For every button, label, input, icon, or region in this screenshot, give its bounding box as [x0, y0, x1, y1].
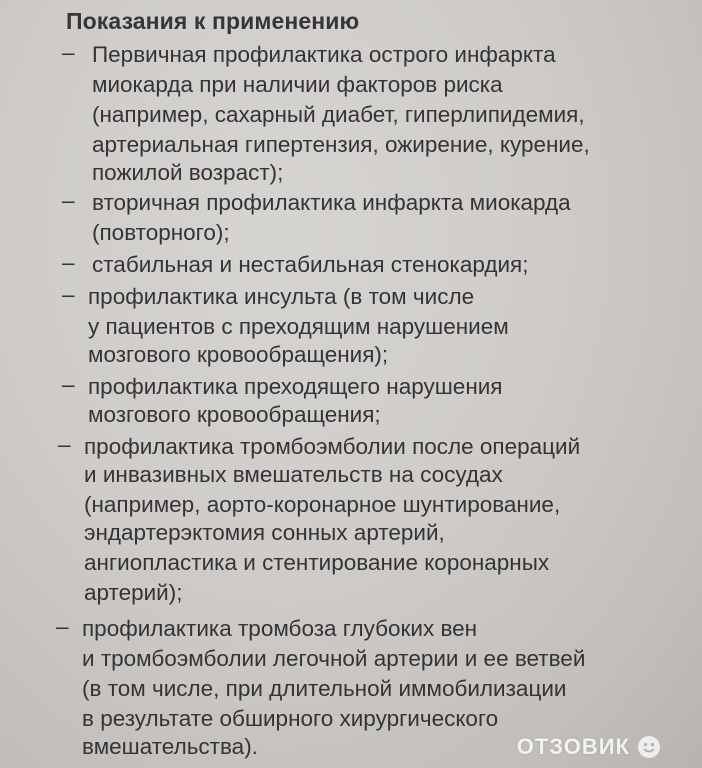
watermark-text: ОТЗОВИК	[516, 734, 630, 759]
list-dash: –	[62, 250, 75, 275]
list-line: артериальная гипертензия, ожирение, курение,	[92, 132, 590, 157]
section-heading: Показания к применению	[66, 8, 360, 34]
list-dash: –	[56, 614, 69, 639]
list-line: (повторного);	[92, 220, 230, 245]
list-dash: –	[62, 188, 75, 213]
list-line: пожилой возраст);	[92, 160, 284, 185]
list-line: (например, сахарный диабет, гиперлипидемия,	[92, 102, 585, 127]
list-line: в результате обширного хирургического	[82, 706, 499, 731]
list-line: эндартерэктомия сонных артерий,	[84, 520, 445, 545]
list-line: у пациентов с преходящим нарушением	[88, 314, 509, 339]
watermark-logo	[517, 734, 662, 760]
list-line: Первичная профилактика острого инфаркта	[92, 42, 556, 67]
list-line: артерий);	[84, 580, 183, 605]
list-line: и тромбоэмболии легочной артерии и ее ветвей	[82, 646, 586, 671]
list-line: вмешательства).	[82, 734, 258, 759]
smiley-icon	[636, 734, 662, 760]
list-line: миокарда при наличии факторов риска	[92, 72, 503, 97]
bleed-through-shadow	[480, 4, 486, 30]
list-dash: –	[62, 40, 75, 65]
list-line: мозгового кровообращения;	[88, 402, 381, 427]
list-dash: –	[62, 282, 75, 307]
list-line: профилактика тромбоэмболии после операций	[84, 434, 581, 459]
list-dash: –	[58, 432, 71, 457]
list-line: ангиопластика и стентирование коронарных	[84, 550, 550, 575]
list-line: (например, аорто-коронарное шунтирование,	[84, 492, 561, 517]
list-line: (в том числе, при длительной иммобилизации	[82, 676, 567, 701]
list-dash: –	[62, 372, 75, 397]
list-line: вторичная профилактика инфаркта миокарда	[92, 190, 571, 215]
list-line: и инвазивных вмешательств на сосудах	[84, 462, 503, 487]
list-line: профилактика тромбоза глубоких вен	[82, 616, 478, 641]
list-line: профилактика преходящего нарушения	[88, 374, 503, 399]
list-line: стабильная и нестабильная стенокардия;	[92, 252, 529, 277]
list-line: мозгового кровообращения);	[88, 342, 389, 367]
list-line: профилактика инсульта (в том числе	[88, 284, 475, 309]
